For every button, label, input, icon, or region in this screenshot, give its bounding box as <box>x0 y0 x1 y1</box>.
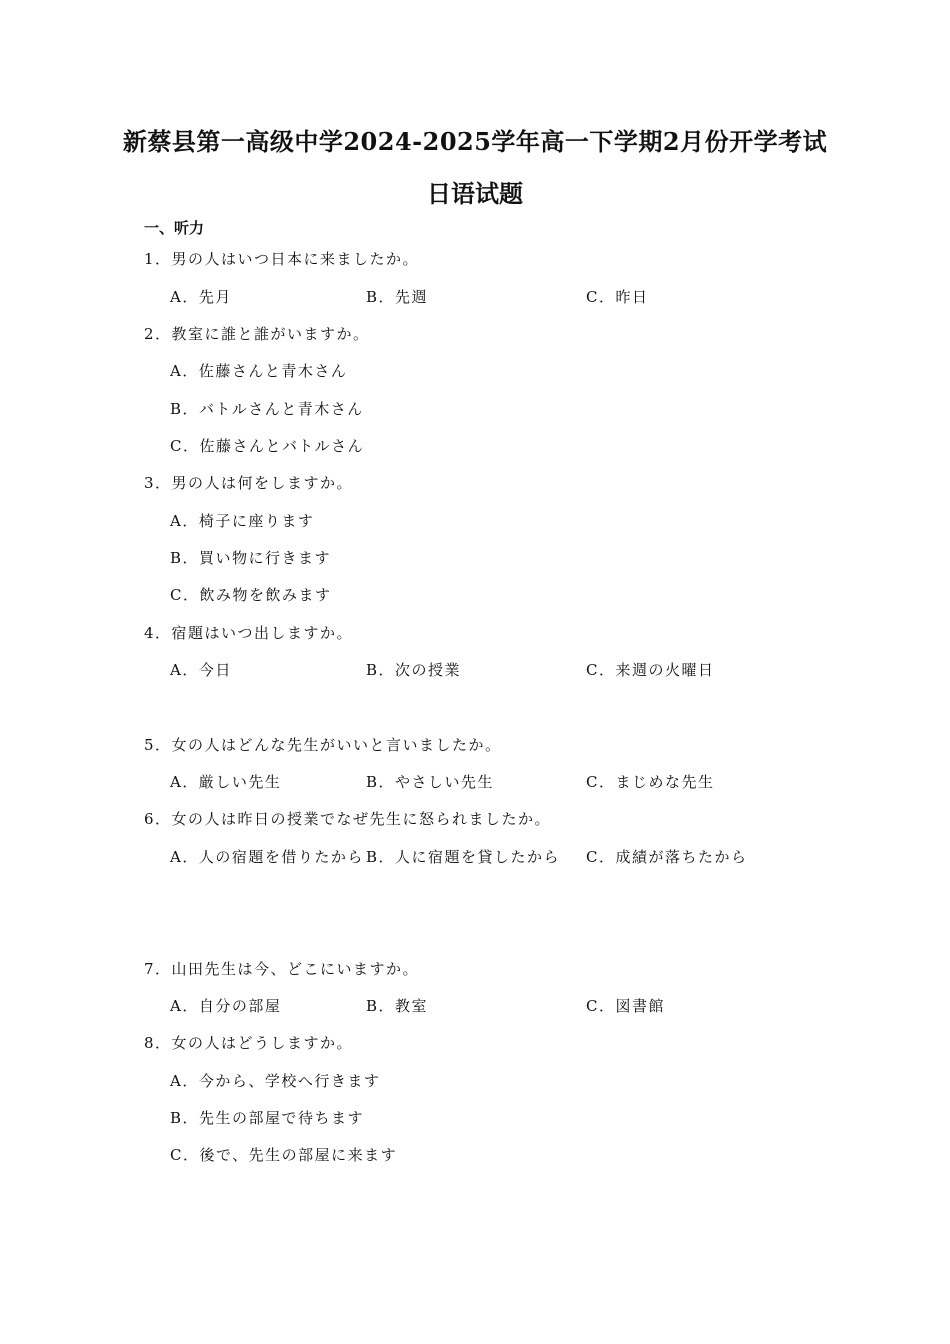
q4-option-a: A．今日 <box>170 661 232 679</box>
q2-option-c: C．佐藤さんとバトルさん <box>170 437 365 455</box>
q2-option-b: B．バトルさんと青木さん <box>170 400 364 418</box>
section-heading: 一、听力 <box>144 219 205 237</box>
q3-option-b: B．買い物に行きます <box>170 549 332 567</box>
question-7: 7．山田先生は今、どこにいますか。 <box>144 960 420 978</box>
q5-option-a: A．厳しい先生 <box>170 773 282 791</box>
question-1: 1．男の人はいつ日本に来ましたか。 <box>144 250 420 268</box>
q6-option-a: A．人の宿題を借りたから <box>170 848 364 866</box>
q3-option-c: C．飲み物を飲みます <box>170 586 332 604</box>
question-4: 4．宿題はいつ出しますか。 <box>144 624 354 642</box>
q8-option-c: C．後で、先生の部屋に来ます <box>170 1146 398 1164</box>
question-2: 2．教室に誰と誰がいますか。 <box>144 325 370 343</box>
q1-option-b: B．先週 <box>366 288 429 306</box>
q1-option-a: A．先月 <box>170 288 232 306</box>
q5-option-b: B．やさしい先生 <box>366 773 495 791</box>
q7-option-a: A．自分の部屋 <box>170 997 282 1015</box>
q1-option-c: C．昨日 <box>586 288 649 306</box>
question-6: 6．女の人は昨日の授業でなぜ先生に怒られましたか。 <box>144 810 552 828</box>
q2-option-a: A．佐藤さんと青木さん <box>170 362 348 380</box>
q8-option-b: B．先生の部屋で待ちます <box>170 1109 365 1127</box>
q5-option-c: C．まじめな先生 <box>586 773 715 791</box>
page-title: 新蔡县第一高级中学2024-2025学年高一下学期2月份开学考试 <box>122 127 828 156</box>
question-5: 5．女の人はどんな先生がいいと言いましたか。 <box>144 736 502 754</box>
q7-option-b: B．教室 <box>366 997 429 1015</box>
q3-option-a: A．椅子に座ります <box>170 512 315 530</box>
q6-option-b: B．人に宿題を貸したから <box>366 848 561 866</box>
q4-option-b: B．次の授業 <box>366 661 462 679</box>
q4-option-c: C．来週の火曜日 <box>586 661 715 679</box>
page-subtitle: 日语试题 <box>427 179 523 208</box>
q7-option-c: C．図書館 <box>586 997 665 1015</box>
question-3: 3．男の人は何をしますか。 <box>144 474 354 492</box>
q6-option-c: C．成績が落ちたから <box>586 848 748 866</box>
question-8: 8．女の人はどうしますか。 <box>144 1034 354 1052</box>
q8-option-a: A．今から、学校へ行きます <box>170 1072 381 1090</box>
